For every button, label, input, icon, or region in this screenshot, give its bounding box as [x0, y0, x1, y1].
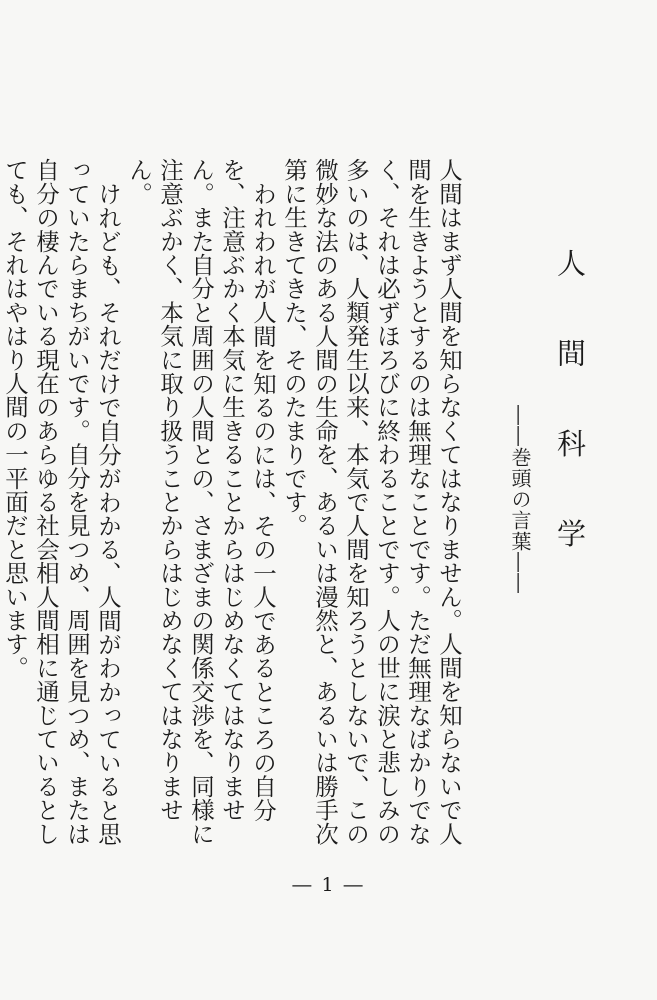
paragraph-1: 人間はまず人間を知らなくてはなりません。人間を知らないで人間を生きようとするのは無理なことです。ただ無理なばかりでなく、それは必ずほろびに終わることです。人の世に涙と悲しみの多いのは、人類発生以来、本気で人間を知ろうとしないで、この微妙な法のある人間の生命を、あるいは漫然と、あるいは勝手次第に生きてきた、そのたまりです。	[280, 158, 463, 846]
body-text	[1, 158, 464, 858]
page-number: ― 1 ―	[292, 874, 365, 896]
paragraph-3: けれども、それだけで自分がわかる、人間がわかっていると思っていたらまちがいです。自分を見つめ、周囲を見つめ、または自分の棲んでいる現在のあらゆる社会相人間相に通じているとしても、それはやはり人間の一平面だと思います。	[1, 158, 122, 846]
page-subtitle: ――巻頭の言葉――	[508, 405, 532, 594]
page-title: 人 間 科 学	[553, 248, 587, 574]
paragraph-2: われわれが人間を知るのには、その一人であるところの自分を、注意ぶかく本気に生きることからはじめなくてはなりません。また自分と周囲の人間との、さまざまの関係交渉を、同様に注意ぶかく、本気に取り扱うことからはじめなくてはなりません。	[125, 158, 277, 846]
